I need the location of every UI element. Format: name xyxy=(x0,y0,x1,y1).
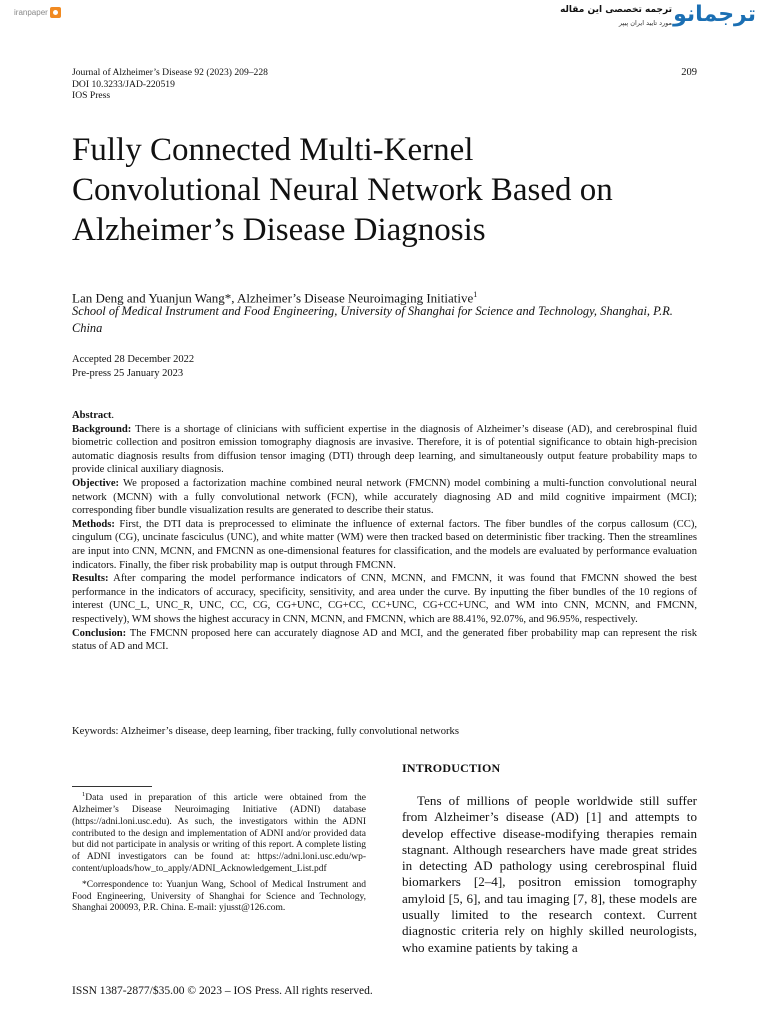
author-names: Lan Deng and Yuanjun Wang*, Alzheimer’s Disease Neuroimaging Initiative xyxy=(72,290,474,306)
affiliation: School of Medical Instrument and Food Engineering, University of Shanghai for Science and Technology, Shanghai, P.R. China xyxy=(72,304,673,335)
footnote-correspondence: *Correspondence to: Yuanjun Wang, School of Medical Instrument and Food Engineering, University of Shanghai for Science and Technology, Shanghai 200093, P.R. China. E-mail: yjusst@126.com. xyxy=(72,879,366,914)
iranpaper-logo-text: iranpaper xyxy=(14,7,48,17)
abstract-background: Background: There is a shortage of clinicians with sufficient expertise in the diagnosis of Alzheimer’s disease (AD), and cerebrospinal fluid biometric collection and positron emission tomography diagnosis are invasive. Therefore, it is of potential significance to obtain high-precision automatic diagnosis results from diffusion tensor imaging (DTI) through deep learning, and simultaneously output feature probability maps to provide clinical auxiliary diagnosis. xyxy=(72,423,697,476)
paper-title xyxy=(72,130,712,250)
introduction-heading: INTRODUCTION xyxy=(402,761,501,775)
accepted-date: Accepted 28 December 2022 xyxy=(72,354,195,365)
page-number: 209 xyxy=(681,67,697,78)
iranpaper-logo xyxy=(14,4,72,20)
footnotes xyxy=(72,789,366,919)
tarjomano-logo-mark: ترجمانو xyxy=(673,2,756,27)
title-line: Fully Connected Multi-Kernel xyxy=(72,132,474,168)
title-line: Alzheimer’s Disease Diagnosis xyxy=(72,212,486,248)
abstract-heading: Abstract. xyxy=(72,410,115,421)
abstract-methods: Methods: First, the DTI data is preprocessed to eliminate the influence of external factors. The fiber bundles of the corpus callosum (CC), cingulum (CG), uncinate fasciculus (UNC), and white matter (WM) were then tracked based on deterministic fiber tracking. Then the streamlines are input into CNN, MCNN, and FMCNN as one-dimensional features for classification, and the models are evaluated by performance evaluation indicators. Finally, the fiber risk probability map is output through FMCNN. xyxy=(72,518,697,571)
prepress-date: Pre-press 25 January 2023 xyxy=(72,368,184,379)
watermark-title: ترجمه تخصصی این مقاله xyxy=(560,5,672,15)
title-line: Convolutional Neural Network Based on xyxy=(72,172,613,208)
introduction-paragraph: Tens of millions of people worldwide still suffer from Alzheimer’s disease (AD) [1] and attempts to develop effective disease-modifying therapies remain stagnant. Although researchers have made great strides in detecting AD pathology using cerebrospinal fluid biomarkers [2–4], positron emission tomography amyloid [5, 6], and tau imaging [7, 8], these models are usually limited to the research context. Current diagnostic criteria rely on highly skilled neurologists, who examine patients by taking a xyxy=(402,793,697,955)
abstract-results: Results: After comparing the model performance indicators of CNN, MCNN, and FMCNN, it was found that FMCNN showed the best performance in the indicators of accuracy, specificity, sensitivity, and area under the curve. By inputting the fiber bundles of the 10 regions of interest (UNC_L, UNC_R, UNC, CC, CG, CG+UNC, CG+CC, CC+UNC, CG+CC+UNC, and WM into CNN, MCNN, and FMCNN, respectively), WM shows the highest accuracy in CNN, MCNN, and FMCNN, which are 88.41%, 92.07%, and 96.95%, respectively. xyxy=(72,573,697,625)
footnote-divider xyxy=(72,786,152,787)
footnote-adni: $^1$Data used in preparation of this article were obtained from the Alzheimer’s Disease Neuroimaging Initiative (ADNI) database (https://adni.loni.usc.edu). As such, the investigators within the ADNI contributed to the design and implementation of ADNI and/or provided data but did not participate in analysis or writing of this report. A complete listing of ADNI investigators can be found at: https://adni.loni.usc.edu/wp-content/uploads/how_to_apply/ADNI_Acknowledgement_List.pdf xyxy=(72,791,366,874)
doi: DOI 10.3233/JAD-220519 xyxy=(72,78,175,90)
issn-footer: ISSN 1387-2877/$35.00 © 2023 – IOS Press. All rights reserved. xyxy=(72,985,373,997)
watermark-subtitle: مورد تایید ایران پیپر xyxy=(618,19,672,27)
journal-citation: Journal of Alzheimer’s Disease 92 (2023) 209–228 xyxy=(72,67,268,78)
abstract-conclusion: Conclusion: The FMCNN proposed here can accurately diagnose AD and MCI, and the generated fiber probability map can represent the risk status of AD and MCI. xyxy=(72,627,697,653)
keywords: Keywords: Alzheimer’s disease, deep learning, fiber tracking, fully convolutional networks xyxy=(72,726,459,737)
author-footnote-mark: 1 xyxy=(473,290,478,299)
publication-dates xyxy=(72,353,194,381)
journal-header xyxy=(72,67,268,102)
publisher: IOS Press xyxy=(72,90,111,101)
abstract-objective: Objective: We proposed a factorization machine combined neural network (FMCNN) model combining a multi-function convolutional neural network (MCNN) with a fully convolutional network (FCN), while accurately diagnosing AD and mild cognitive impairment (MCI); corresponding fiber bundle visualization results are generated to describe their status. xyxy=(72,477,697,517)
introduction-body xyxy=(402,793,697,956)
tarjomano-logo xyxy=(560,2,758,32)
abstract xyxy=(72,409,697,654)
iranpaper-logo-icon xyxy=(50,7,61,18)
